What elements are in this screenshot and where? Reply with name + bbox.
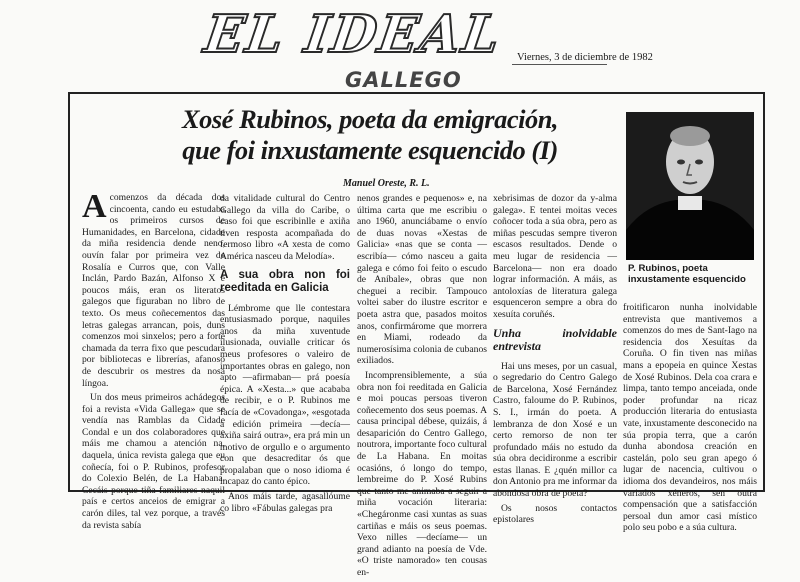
paragraph: da vitalidade cultural do Centro Gallego da villa do Caribe, o caso foi que escribinlle e axiña tiven resposta acompañada do fermoso libro «A xesta de como América nasceu da Melodía». <box>220 193 350 262</box>
paragraph: Anos máis tarde, agasallóume co libro «Fábulas galegas pra <box>220 491 350 514</box>
paragraph: comenzos da década dos cincoenta, cando eu estudaba os primeiros cursos de Humanidades, en Barcelona, cidade da miña residencia dende neno, ouvín falar por primeira vez de Rosalía e Curros que, con Valle Inclán, Pardo Bazán, Alfonso X e poucos máis, eran os literatos galegos que figuraban no libro de texto. Os meus coñecementos das letras galegas arrancan, pois, duns comenzos moi sinxelos; pero a forte chamada da terra fixo que pescudara por bibliotecas e librerías, afanoso de descubrir os mestres da nosa língoa. <box>82 192 225 389</box>
headline-line-1: Xosé Rubinos, poeta da emigración, <box>181 104 559 134</box>
paragraph: Hai uns meses, por un casual, o segredario do Centro Galego de Barcelona, Xosé Fernández Castro, faloume do P. Rubinos, S. I., irmán do poeta. A lembranza de don Xosé e un certo remorso de non ter profundado máis no estudo da súa obra decidironme a escribir estas llanas. E ¿quén millor ca don Antonio pra me informar da abondosa obra de poeta? <box>493 360 617 500</box>
paragraph: Un dos meus primeiros achádegos foi a revista «Vida Gallega» que se vendía nas Ramblas da Cidade Condal e un dos colaboradores que máis me chamou a atención na, daquela, única revista galega que eu coñecía, foi o P. Rubinos, profesor do Colexio Belén, de La Habana. Cecáis porque tiña familiares naquil país e certos anceios de emigrar a carón diles, tal vez porque, a través da revista sabía <box>82 392 225 531</box>
paragraph: xebrisimas de dozor da y-alma galega». E tentei moitas veces coñocer toda a súa obra, pero as miñas pescudas sempre tiveron escasos resultados. Dende o meu lugar de residencia —Barcelona— non era doado lograr información. A máis, as antoloxías de literatura galega esquenceron sempre a obra do xesuíta coruñés. <box>493 193 617 320</box>
byline: Manuel Oreste, R. L. <box>343 178 430 189</box>
section-subheading: A sua obra non foi reeditada en Galicia <box>220 268 350 294</box>
paragraph: froitificaron nunha inolvidable entrevista que mantivemos a comenzos do mes de Sant-Iago na residencia dos Xesuítas da Coruña. O fin tiven nas miñas mans a epopeia en quince Xestas de Xosé Rubinos. Dela coa crara e limpa, tanto tempo anceiada, onde poder profundar na ricaz producción literaria do entusiasta vate, inxustamente desconecido na súa propia terra, que a carón dunha abondosa creación en castelán, polo seu gran apego ó lugar de nacencia, cultivou o idioma dos devandeiros, nos máis variados xéneros, sen outra compensación que a satisfacción persoal dun amor casi místico polo seu pobo e a súa cultura. <box>623 302 757 534</box>
article-column-3 <box>357 193 487 582</box>
paragraph: Lémbrome que lle contestara entusiasmado porque, naquiles anos da miña xuventude ilusionada, ouvialle criticar ós meus profesores o valeiro de importantes obras en galego, non apto —afirmaban— prá poesía épica. A «Xesta...» que acababa de recibir, e o P. Rubinos me facía de «Covadonga», «esgotada a edición primeira —decía— axiña sairá outra», era prá min un motivo de orgullo e o argumento con que desacreditar ós que propalaban que o noso idioma é incapaz do canto épico. <box>220 302 350 488</box>
paragraph: Incomprensiblemente, a súa obra non foi reeditada en Galicia e moi poucas persoas tiveron coñecemento dos seus poemas. A causa principal débese, quizáis, á desaparición do Centro Gallego, noutrora, importante foco cultural de La Habana. En moitas ocasións, ó longo do tempo, lembreime do P. Xosé Rubins que tanto me animaba a seguir a miña vocación literaria: «Chegáronme casi xuntas as suas cartiñas e máis os seus poemas. Vexo nilles —decíame— un grand adianto na poesía de Vde. «O triste namorado» ten cousas en- <box>357 369 488 578</box>
author-portrait-photo <box>626 112 754 260</box>
date-rule <box>512 64 607 65</box>
section-subheading: Unha inolvidable entrevista <box>493 325 617 353</box>
portrait-figure <box>626 112 754 260</box>
issue-date: Viernes, 3 de diciembre de 1982 <box>517 52 653 63</box>
article-column-5 <box>623 302 757 537</box>
drop-cap: A <box>82 188 107 225</box>
headline-line-2: que foi inxustamente esquencido (I) <box>182 135 558 165</box>
article-column-4 <box>493 193 617 529</box>
photo-caption: P. Rubinos, poeta inxustamente esquencido <box>628 263 746 285</box>
article-column-2 <box>220 193 350 517</box>
paragraph: nenos grandes e pequenos» e, na última carta que me escribiu o ano 1960, anunciábame o envío de duas novas «Xestas de Galicia» «nas que se conta —escribía— cómo nasceu a gaita galega e cómo foi feito o escudo de Aníbale», obras que non cheguei a recibir. Tampouco voltei saber do ilustre escritor e poeta astra que, pasados moitos anos, confirmárome que morrera en Miami, rodeado da numerosísima colonia de cubanos exiliados. <box>357 193 487 367</box>
masthead <box>200 4 506 95</box>
paragraph: Os nosos contactos epistolares <box>493 502 617 526</box>
article-column-1 <box>82 188 225 534</box>
article-headline <box>140 104 600 166</box>
newspaper-title: EL IDEAL <box>200 4 506 65</box>
newspaper-subtitle: GALLEGO <box>345 68 462 92</box>
